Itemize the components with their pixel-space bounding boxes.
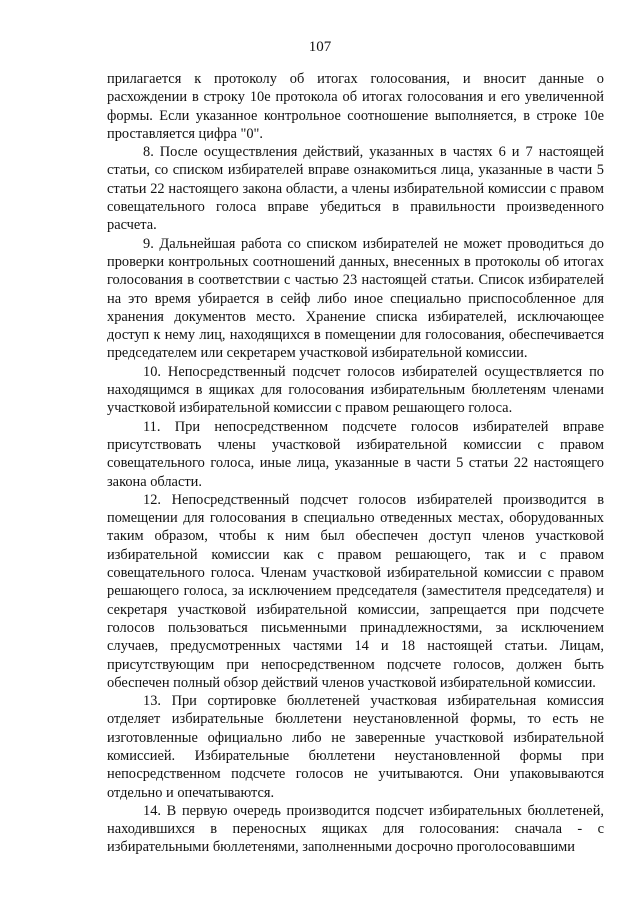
paragraph-10: 10. Непосредственный подсчет голосов избирателей осуществляется по находящимся в ящиках для голосования избирательным бюллетеням членами участковой избирательной комиссии с правом решающего голоса. [107,363,604,417]
paragraph-14: 14. В первую очередь производится подсчет избирательных бюллетеней, находившихся в переносных ящиках для голосования: сначала - с избирательными бюллетенями, заполненными досрочно проголосовавшими [107,802,604,856]
paragraph-12: 12. Непосредственный подсчет голосов избирателей производится в помещении для голосования в специально отведенных местах, оборудованных таким образом, чтобы к ним был обеспечен доступ членов участковой избирательной комиссии как с правом решающего, так и с правом совещательного голоса. Членам участковой избирательной комиссии с правом решающего голоса, за исключением председателя (заместителя председателя) и секретаря участковой избирательной комиссии, запрещается при подсчете голосов пользоваться письменными принадлежностями, за исключением случаев, предусмотренных частями 14 и 18 настоящей статьи. Лицам, присутствующим при непосредственном подсчете голосов, должен быть обеспечен полный обзор действий членов участковой избирательной комиссии. [107,491,604,691]
paragraph-9: 9. Дальнейшая работа со списком избирателей не может проводиться до проверки контрольных соотношений данных, внесенных в протоколы об итогах голосования в соответствии с частью 23 настоящей статьи. Список избирателей на это время убирается в сейф либо иное специально приспособленное для хранения документов место. Хранение списка избирателей, исключающее доступ к нему лиц, находящихся в помещении для голосования, обеспечивается председателем или секретарем участковой избирательной комиссии. [107,235,604,362]
document-body [107,70,604,857]
paragraph-13: 13. При сортировке бюллетеней участковая избирательная комиссия отделяет избирательные бюллетени неустановленной формы, то есть не изготовленные официально либо не заверенные участковой избирательной комиссией. Избирательные бюллетени неустановленной формы при непосредственном подсчете голосов не учитываются. Они упаковываются отдельно и опечатываются. [107,693,604,801]
page-number: 107 [308,39,332,55]
paragraph-continuation: прилагается к протоколу об итогах голосования, и вносит данные о расхождении в строку 10е протокола об итогах голосования и его увеличенной формы. Если указанное контрольное соотношение выполняется, в строке 10е проставляется цифра "0". [107,71,604,142]
paragraph-11: 11. При непосредственном подсчете голосов избирателей вправе присутствовать члены участковой избирательной комиссии с правом совещательного голоса, иные лица, указанные в части 5 статьи 22 настоящего закона области. [107,418,604,490]
paragraph-8: 8. После осуществления действий, указанных в частях 6 и 7 настоящей статьи, со списком избирателей вправе ознакомиться лица, указанные в части 5 статьи 22 настоящего закона области, а члены избирательной комиссии с правом совещательного голоса вправе убедиться в правильности произведенного расчета. [107,144,604,234]
